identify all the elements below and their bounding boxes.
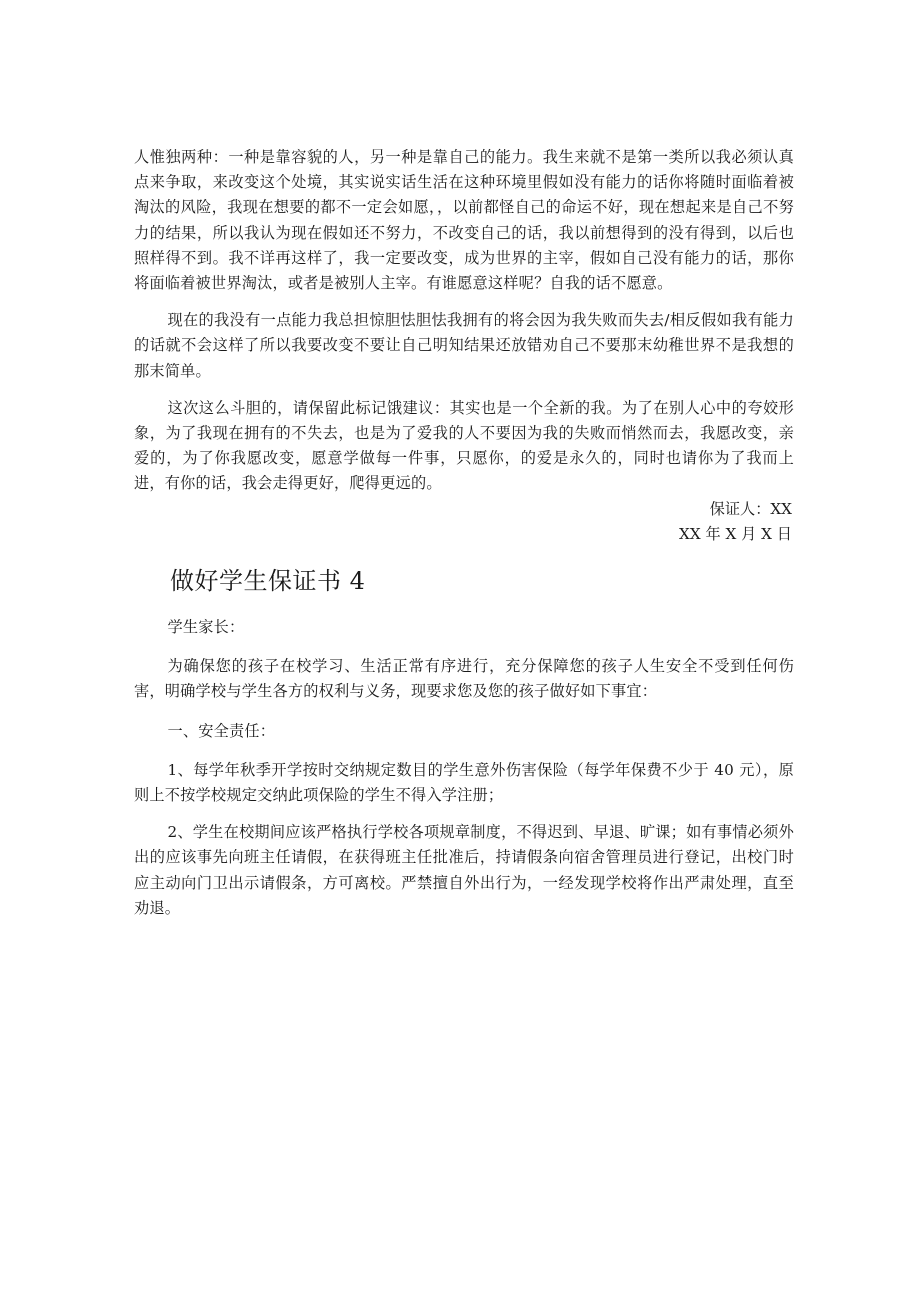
signature-date: XX 年 X 月 X 日 xyxy=(679,524,792,543)
paragraph-promise: 这次这么斗胆的，请保留此标记饿建议：其实也是一个全新的我。为了在别人心中的夸姣形象，为了我现在拥有的不失去，也是为了爱我的人不要因为我的失败而悄然而去，我愿改变，亲爱的，为了你我愿改变，愿意学做每一件事，只愿你，的爱是永久的，同时也请你为了我而上进，有你的话，我会走得更好，爬得更远的。 xyxy=(134,398,794,493)
paragraph-ability: 人惟独两种：一种是靠容貌的人，另一种是靠自己的能力。我生来就不是第一类所以我必须认真点来争取，来改变这个处境，其实说实话生活在这种环境里假如没有能力的话你将随时面临着被淘汰的风险，我现在想要的都不一定会如愿，，以前都怪自己的命运不好，现在想起来是自己不努力的结果，所以我认为现在假如还不努力，不改变自己的话，我以前想得到的没有得到，以后也照样得不到。我不详再这样了，我一定要改变，成为世界的主宰，假如自己没有能力的话，那你将面临着被世界淘汰，或者是被别人主宰。有谁愿意这样呢？自我的话不愿意。 xyxy=(134,148,794,293)
paragraph-change: 现在的我没有一点能力我总担惊胆怯胆怯我拥有的将会因为我失败而失去/相反假如我有能力的话就不会这样了所以我要改变不要让自己明知结果还放错劝自己不要那末幼稚世界不是我想的那末简单。 xyxy=(134,311,794,380)
clause-insurance: 1、每学年秋季开学按时交纳规定数目的学生意外伤害保险（每学年保费不少于 40 元），原则上不按学校规定交纳此项保险的学生不得入学注册； xyxy=(134,760,794,805)
section-heading-safety: 一、安全责任： xyxy=(167,721,276,740)
clause-rules: 2、学生在校期间应该严格执行学校各项规章制度，不得迟到、早退、旷课；如有事情必须外出的应该事先向班主任请假，在获得班主任批准后，持请假条向宿舍管理员进行登记，出校门时应主动向门卫出示请假条，方可离校。严禁擅自外出行为，一经发现学校将作出严肃处理，直至劝退。 xyxy=(134,823,794,917)
paragraph-intro: 为确保您的孩子在校学习、生活正常有序进行，充分保障您的孩子人生安全不受到任何伤害，明确学校与学生各方的权利与义务，现要求您及您的孩子做好如下事宜： xyxy=(134,657,794,701)
document-body xyxy=(134,145,794,921)
section-title: 做好学生保证书 4 xyxy=(170,567,366,596)
salutation: 学生家长： xyxy=(167,618,245,637)
guarantor-signature: 保证人：XX xyxy=(709,499,792,518)
